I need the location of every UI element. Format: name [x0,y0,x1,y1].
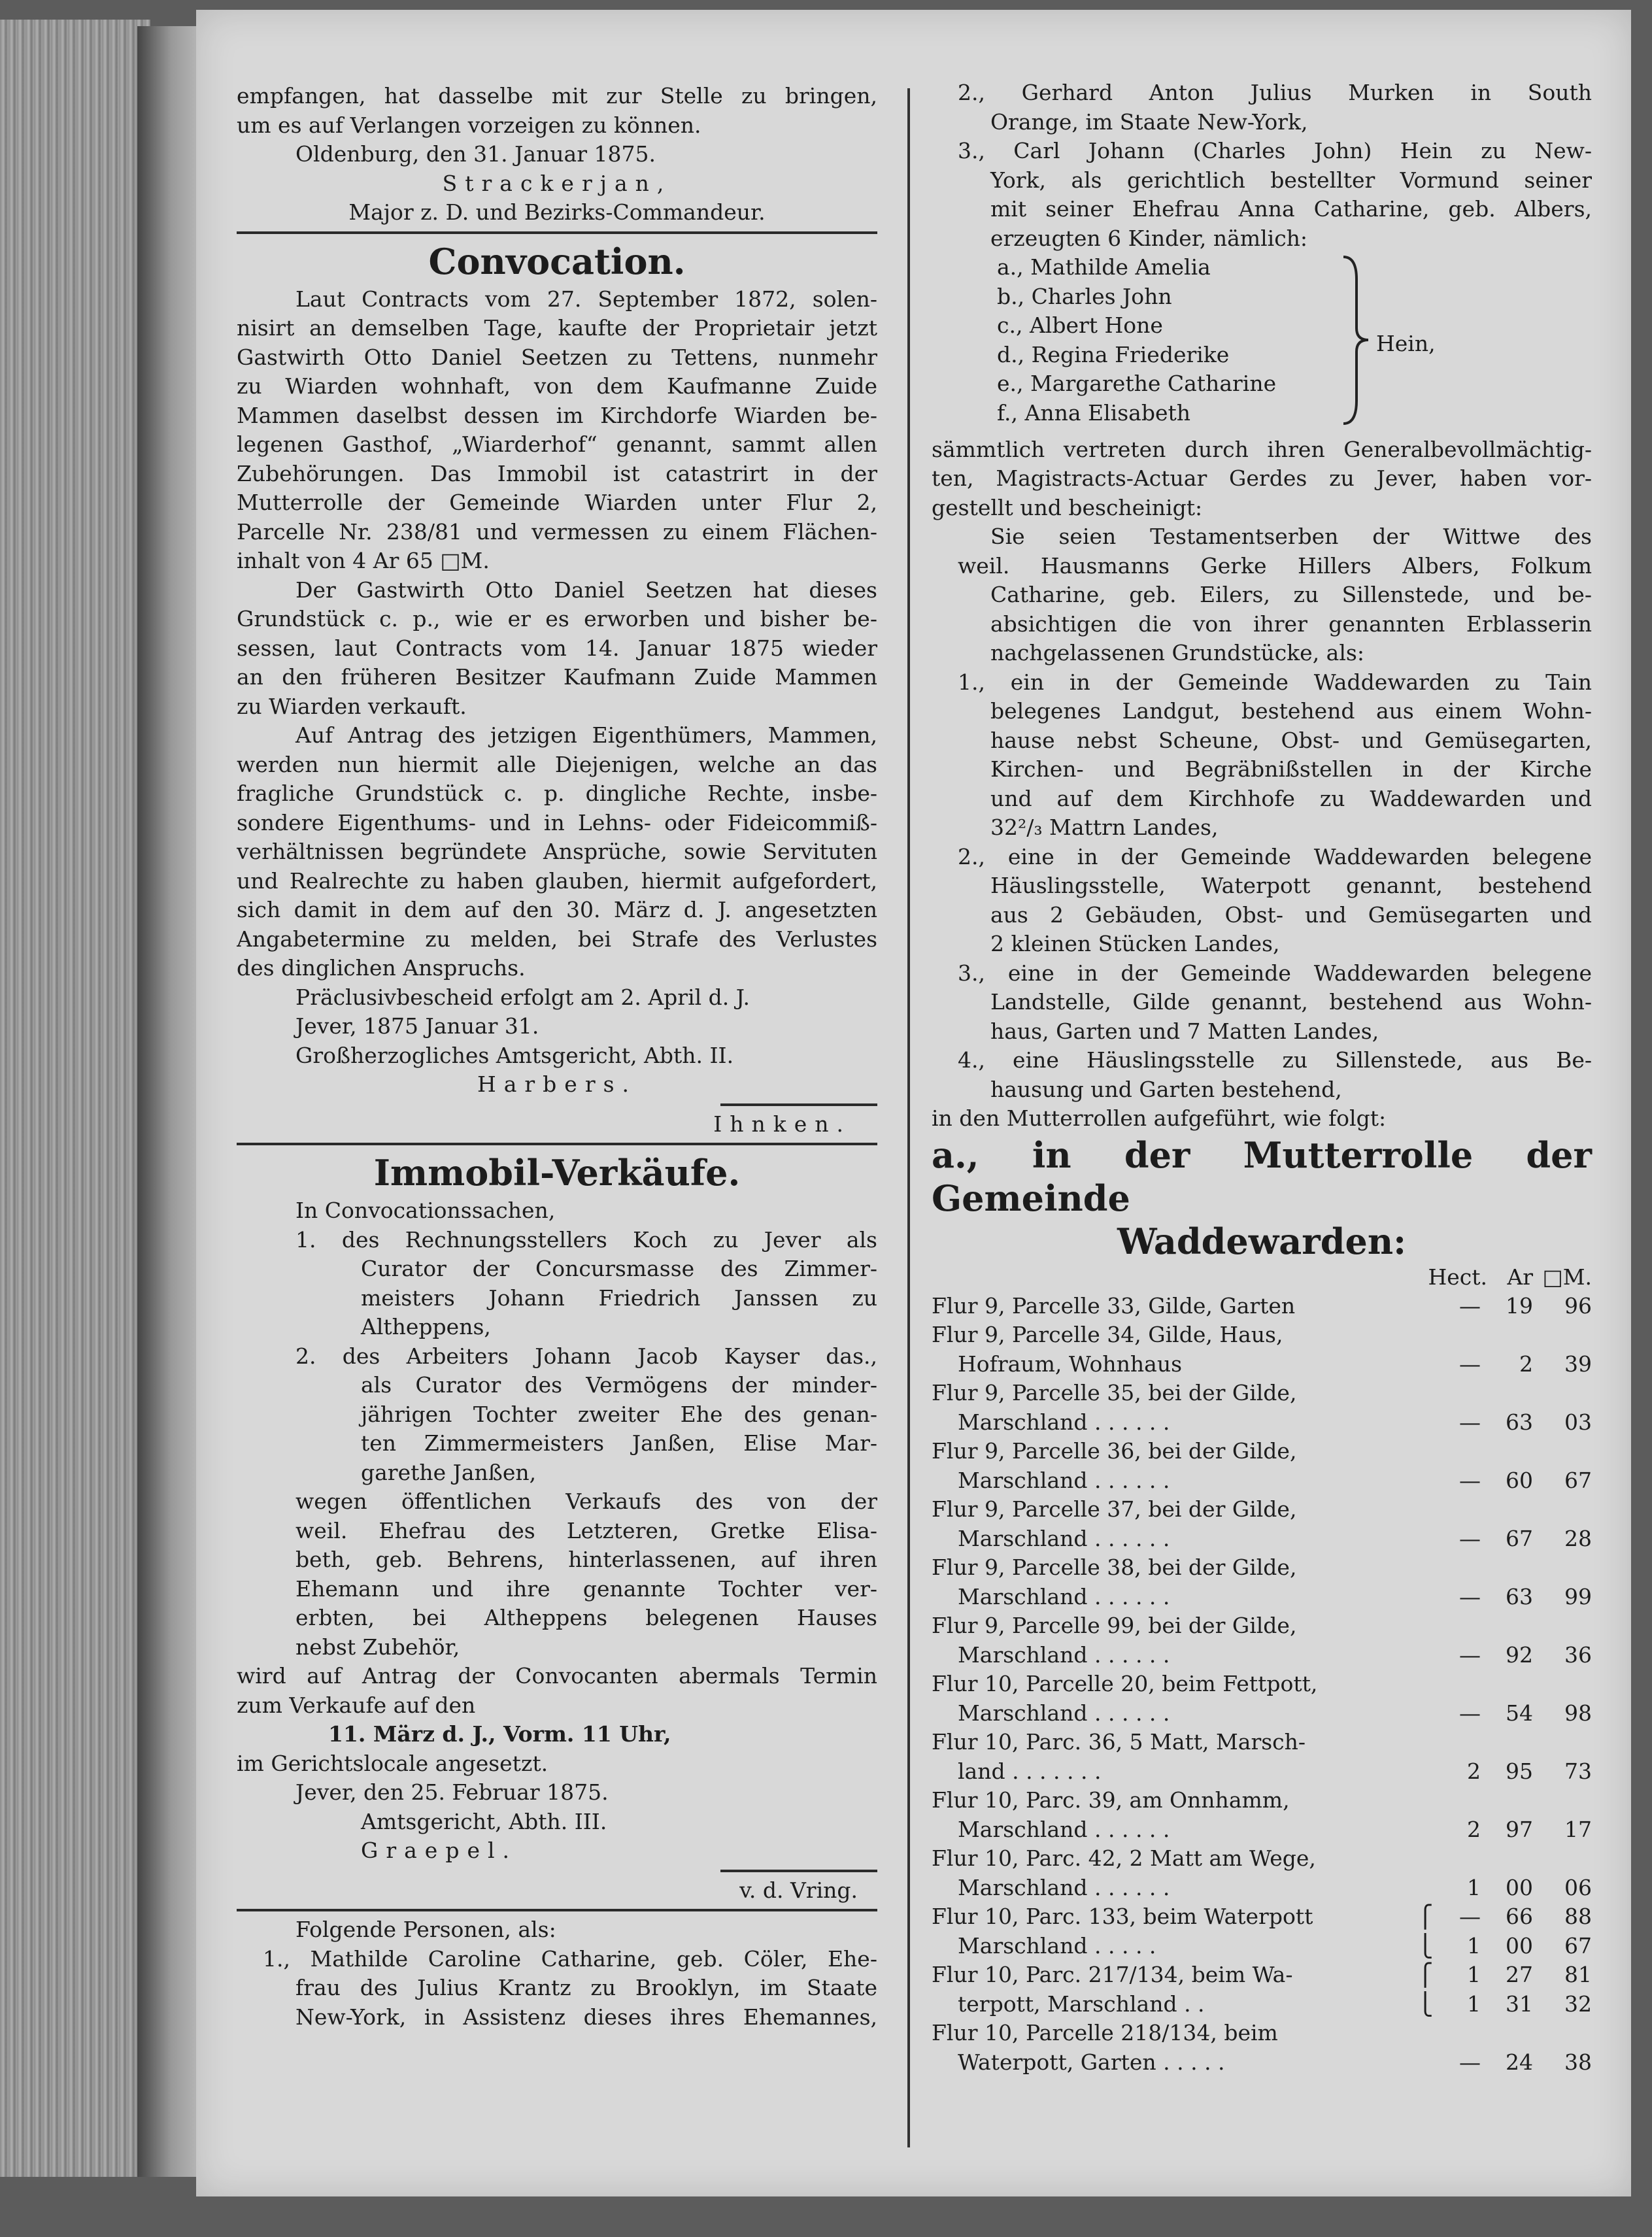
text-line: haus, Garten und 7 Matten Landes, [990,1018,1379,1044]
court-name: Großherzogliches Amtsgericht, Abth. II. [295,1042,734,1068]
ar-value: 92 [1506,1641,1533,1668]
text-line: New-York, in Assistenz dieses ihres Ehemannes, [295,2004,877,2030]
ar-value: 66 [1506,1904,1533,1929]
bracket-symbol: ⎩ [1417,1932,1434,1959]
hectare-value: 2 [1467,1816,1481,1842]
table-row [932,1932,1592,1961]
hectare-value: — [1459,1409,1481,1435]
text-line: Catharine, geb. Eilers, zu Sillenstede, und be- [990,582,1592,607]
text-line: absichtigen die von ihrer genannten Erblasserin [990,611,1592,637]
signature: Graepel. [361,1838,518,1863]
hectare-value: 1 [1467,1962,1481,1987]
parcel-description: Marschland . . . . . . [958,1583,1170,1609]
text-line: hause nebst Scheune, Obst- und Gemüsegarten, [990,727,1592,753]
text-line: beth, geb. Behrens, hinterlassenen, auf ihren [295,1547,877,1572]
parcel-description: Waterpott, Garten . . . . . [958,2049,1225,2075]
hectare-value: — [1459,2049,1481,2075]
parcel-description: Flur 9, Parcelle 35, bei der Gilde, [932,1380,1297,1405]
table-row [932,1320,1592,1350]
column-header: Ar [1507,1264,1533,1290]
text-line: und auf dem Kirchhofe zu Waddewarden und [990,785,1592,811]
signature: v. d. Vring. [739,1877,858,1903]
text-line: belegenes Landgut, bestehend aus einem Wohn- [990,698,1592,724]
top-notice [237,82,877,227]
ar-value: 31 [1506,1991,1533,2017]
section-rule [237,1909,877,1911]
text-line: frau des Julius Krantz zu Brooklyn, im Staate [295,1975,877,2000]
parcel-description: Flur 9, Parcelle 99, bei der Gilde, [932,1613,1297,1638]
text-line: weil. Ehefrau des Letzteren, Gretke Elisa- [295,1517,877,1543]
text-line: weil. Hausmanns Gerke Hillers Albers, Folkum [958,552,1592,579]
text-line: ten, Magistracts-Actuar Gerdes zu Jever, haben vor- [932,465,1592,491]
text-line: Folgende Personen, als: [295,1917,556,1942]
text-line: sämmtlich vertreten durch ihren Generalbevollmächtig- [932,436,1592,462]
table-row [932,1466,1592,1496]
parcel-description: land . . . . . . . [958,1758,1102,1784]
text-line: Häuslingsstelle, Waterpott genannt, bestehend [990,873,1592,898]
text-line: 32²/₃ Mattrn Landes, [990,815,1219,840]
hectare-value: 1 [1467,1932,1481,1959]
text-line: fragliche Grundstück c. p. dingliche Rechte, insbe- [237,781,877,806]
column-header: Hect. [1428,1264,1487,1290]
text-line: 3., Carl Johann (Charles John) Hein zu New- [958,138,1592,163]
parcel-description: Flur 10, Parc. 42, 2 Matt am Wege, [932,1845,1316,1871]
text-line: ten Zimmermeisters Janßen, Elise Mar- [361,1430,877,1456]
list-item: e., Margarethe Catharine [997,371,1277,396]
table-row [932,1757,1592,1787]
section-heading: Waddewarden: [1117,1220,1407,1262]
ar-value: 27 [1506,1962,1533,1987]
auction-date: 11. März d. J., Vorm. 11 Uhr, [328,1721,671,1747]
list-item: d., Regina Friederike [997,341,1230,367]
newspaper-page [196,10,1631,2196]
parcel-description: Flur 10, Parc. 36, 5 Matt, Marsch- [932,1729,1306,1755]
text-line: sich damit in dem auf den 30. März d. J. angesetzten [237,897,877,922]
parcel-description: Flur 9, Parcelle 33, Gilde, Garten [932,1292,1296,1319]
text-line: Grundstück c. p., wie er es erworben und bisher be- [237,606,877,631]
parcel-description: Marschland . . . . . . [958,1641,1170,1668]
parcel-description: Flur 9, Parcelle 34, Gilde, Haus, [932,1322,1283,1347]
text-line: Mutterrolle der Gemeinde Wiarden unter Flur 2, [237,490,877,515]
text-line: Gastwirth Otto Daniel Seetzen zu Tettens, nunmehr [237,344,877,370]
text-line: Angabetermine zu melden, bei Strafe des Verlustes [237,926,877,952]
table-row [932,1960,1592,1990]
hectare-value: — [1459,1904,1481,1929]
hectare-value: — [1459,1641,1481,1668]
text-line: 4., eine Häuslingsstelle zu Sillenstede, aus Be- [958,1047,1592,1073]
text-line: nachgelassenen Grundstücke, als: [990,640,1364,665]
square-rod-value: 28 [1564,1525,1592,1551]
left-column [237,82,877,2032]
section-title: Convocation. [428,240,686,282]
square-rod-value: 32 [1564,1991,1592,2017]
parcel-description: terpott, Marschland . . [958,1991,1205,2017]
convocation-notice [237,238,877,1139]
square-rod-value: 73 [1564,1758,1592,1784]
table-row [932,1815,1592,1845]
parcel-description: Flur 10, Parcelle 20, beim Fettpott, [932,1671,1318,1696]
text-line: Mammen daselbst dessen im Kirchdorfe Wiarden be- [237,402,877,428]
section-rule [237,1143,877,1145]
text-line: jährigen Tochter zweiter Ehe des genan- [361,1401,877,1427]
table-row [932,1902,1592,1932]
text-line: in den Mutterrollen aufgeführt, wie folgt: [932,1105,1387,1131]
text-line: 1., Mathilde Caroline Catharine, geb. Cöler, Ehe- [263,1945,877,1972]
parcel-description: Flur 9, Parcelle 38, bei der Gilde, [932,1555,1297,1580]
court-name: Amtsgericht, Abth. III. [361,1808,607,1834]
table-row [932,1786,1592,1815]
hectare-value: — [1459,1351,1481,1377]
square-rod-value: 06 [1564,1874,1592,1900]
square-rod-value: 67 [1564,1932,1592,1959]
signature: Strackerjan, [442,170,672,196]
text-line: hausung und Garten bestehend, [990,1076,1342,1102]
text-line: meisters Johann Friedrich Janssen zu [361,1285,877,1311]
parcel-description: Marschland . . . . . . [958,1874,1170,1900]
children-surname: Hein, [1376,331,1436,356]
square-rod-value: 39 [1564,1351,1592,1377]
square-rod-value: 88 [1564,1904,1592,1929]
table-row [932,1408,1592,1438]
text-line: 2. des Arbeiters Johann Jacob Kayser das., [295,1343,877,1369]
parcel-description: Hofraum, Wohnhaus [958,1351,1183,1377]
table-header [932,1263,1592,1292]
table-row [932,2019,1592,2048]
parcel-description: Flur 10, Parcelle 218/134, beim [932,2020,1278,2045]
signature-rule [720,1870,877,1872]
children-list [932,253,1592,435]
ar-value: 95 [1506,1758,1533,1784]
text-line: des dinglichen Anspruchs. [237,955,526,981]
text-line: 1., ein in der Gemeinde Waddewarden zu Tain [958,669,1592,695]
notice-date: Jever, den 25. Februar 1875. [295,1779,609,1805]
square-rod-value: 96 [1564,1292,1592,1319]
parcel-description: Flur 10, Parc. 133, beim Waterpott [932,1904,1313,1929]
text-line: Präclusivbescheid erfolgt am 2. April d. J. [295,984,750,1010]
text-line: Orange, im Staate New-York, [990,109,1308,135]
text-line: zum Verkaufe auf den [237,1692,476,1718]
list-item: c., Albert Hone [997,312,1163,338]
ar-value: 67 [1506,1525,1533,1551]
text-line: sessen, laut Contracts vom 14. Januar 1875 wieder [237,635,877,661]
text-line: Parcelle Nr. 238/81 und vermessen zu einem Flächen- [237,518,877,545]
text-line: gestellt und bescheinigt: [932,494,1203,520]
square-rod-value: 98 [1564,1700,1592,1726]
ar-value: 24 [1506,2049,1533,2075]
hectare-value: 1 [1467,1991,1481,2017]
hectare-value: — [1459,1583,1481,1609]
table-row [932,1553,1592,1583]
parcel-description: Marschland . . . . . . [958,1700,1170,1726]
text-line: 2., Gerhard Anton Julius Murken in South [958,80,1592,105]
text-line: als Curator des Vermögens der minder- [361,1372,877,1398]
text-line: Sie seien Testamentserben der Wittwe des [990,524,1592,549]
parcel-description: Marschland . . . . . [958,1932,1156,1959]
text-line: garethe Janßen, [361,1459,537,1485]
parcel-description: Marschland . . . . . . [958,1409,1170,1435]
square-rod-value: 38 [1564,2049,1592,2075]
text-line: Auf Antrag des jetzigen Eigenthümers, Mammen, [295,722,877,748]
text-line: verhältnissen begründete Ansprüche, sowie Servituten [237,839,877,864]
square-rod-value: 03 [1564,1409,1592,1435]
ar-value: 00 [1506,1932,1533,1959]
right-column [932,78,1592,2077]
text-line: Laut Contracts vom 27. September 1872, solen- [295,286,877,312]
parcel-description: Marschland . . . . . . [958,1467,1170,1493]
notice-date: Jever, 1875 Januar 31. [295,1013,539,1039]
text-line: In Convocationssachen, [295,1198,556,1223]
text-line: zu Wiarden verkauft. [237,693,467,719]
table-row [932,1292,1592,1321]
table-row [932,1670,1592,1699]
ar-value: 63 [1506,1409,1533,1435]
section-rule [237,231,877,234]
text-line: 2 kleinen Stücken Landes, [990,931,1280,956]
square-rod-value: 99 [1564,1583,1592,1609]
parcel-description: Flur 9, Parcelle 37, bei der Gilde, [932,1496,1297,1522]
text-line: Curator der Concursmasse des Zimmer- [361,1256,877,1281]
text-line: Ehemann und ihre genannte Tochter ver- [295,1575,877,1602]
text-line: Altheppens, [361,1314,491,1339]
bracket-symbol: ⎩ [1417,1991,1434,2017]
ar-value: 2 [1519,1351,1533,1377]
section-heading: a., in der Mutterrolle der Gemeinde [932,1134,1592,1219]
signature-rule [720,1103,877,1106]
table-row [932,1611,1592,1641]
text-line: und Realrechte zu haben glauben, hiermit aufgefordert, [237,867,877,894]
list-item: b., Charles John [997,283,1172,309]
parcel-table [932,1292,1592,2077]
bracket-symbol: ⎧ [1417,1962,1434,1987]
text-line: 2., eine in der Gemeinde Waddewarden belegene [958,843,1592,869]
hectare-value: — [1459,1467,1481,1493]
text-line: nebst Zubehör, [295,1634,460,1660]
table-row [932,1844,1592,1874]
table-row [932,1641,1592,1670]
text-line: wird auf Antrag der Convocanten abermals Termin [237,1663,877,1689]
text-line: Landstelle, Gilde genannt, bestehend aus Wohn- [990,989,1592,1015]
square-rod-value: 36 [1564,1641,1592,1668]
column-divider [907,88,910,2147]
text-line: nisirt an demselben Tage, kaufte der Proprietair jetzt [237,315,877,341]
hectare-value: — [1459,1292,1481,1319]
square-rod-value: 81 [1564,1962,1592,1987]
signature-title: Major z. D. und Bezirks-Commandeur. [348,199,766,225]
parcel-description: Flur 10, Parc. 217/134, beim Wa- [932,1962,1293,1987]
parcel-description: Flur 9, Parcelle 36, bei der Gilde, [932,1438,1297,1464]
table-row [932,1495,1592,1524]
hectare-value: — [1459,1525,1481,1551]
text-line: York, als gerichtlich bestellter Vormund seiner [990,167,1592,193]
hectare-value: 2 [1467,1758,1481,1784]
square-rod-value: 67 [1564,1467,1592,1493]
text-line: legenen Gasthof, „Wiarderhof“ genannt, sammt allen [237,431,877,457]
signature: Ihnken. [713,1111,851,1137]
table-row [932,1524,1592,1554]
table-row [932,1990,1592,2019]
text-line: Zubehörungen. Das Immobil ist catastrirt in der [237,460,877,486]
curly-brace [1337,253,1376,435]
table-row [932,1699,1592,1728]
text-line: mit seiner Ehefrau Anna Catharine, geb. Albers, [990,196,1592,222]
section-title: Immobil-Verkäufe. [373,1152,741,1194]
text-line: Der Gastwirth Otto Daniel Seetzen hat dieses [295,577,877,603]
table-row [932,1583,1592,1612]
parcel-description: Marschland . . . . . . [958,1816,1170,1842]
table-row [932,2048,1592,2077]
text-line: 3., eine in der Gemeinde Waddewarden belegene [958,960,1592,986]
hectare-value: — [1459,1700,1481,1726]
ar-value: 00 [1506,1874,1533,1900]
text-line: im Gerichtslocale angesetzt. [237,1750,548,1776]
immobil-notice [237,1149,877,1905]
text-line: Oldenburg, den 31. Januar 1875. [295,141,656,167]
folgende-notice [237,1915,877,2032]
ar-value: 63 [1506,1583,1533,1609]
text-line: wegen öffentlichen Verkaufs des von der [295,1489,877,1514]
book-page-edges [0,20,150,2177]
text-line: zu Wiarden wohnhaft, von dem Kaufmanne Zuide [237,373,877,399]
table-row [932,1350,1592,1379]
signature: Harbers. [477,1071,637,1097]
text-line: erbten, bei Altheppens belegenen Hauses [295,1605,877,1630]
text-line: Kirchen- und Begräbnißstellen in der Kirche [990,756,1592,782]
table-row [932,1728,1592,1757]
table-row [932,1874,1592,1903]
table-row [932,1379,1592,1408]
text-line: an den früheren Besitzer Kaufmann Zuide Mammen [237,664,877,690]
text-line: 1. des Rechnungsstellers Koch zu Jever als [295,1226,877,1253]
list-item: a., Mathilde Amelia [997,254,1211,280]
hectare-value: 1 [1467,1874,1481,1900]
ar-value: 54 [1506,1700,1533,1726]
ar-value: 60 [1506,1467,1533,1493]
ar-value: 97 [1506,1816,1533,1842]
list-item: f., Anna Elisabeth [997,399,1190,426]
parcel-description: Flur 10, Parc. 39, am Onnhamm, [932,1787,1290,1813]
text-line: aus 2 Gebäuden, Obst- und Gemüsegarten und [990,901,1592,928]
bracket-symbol: ⎧ [1417,1904,1434,1929]
text-line: um es auf Verlangen vorzeigen zu können. [237,112,701,138]
table-row [932,1437,1592,1466]
parcel-description: Marschland . . . . . . [958,1525,1170,1551]
text-line: sondere Eigenthums- und in Lehns- oder Fideicommiß- [237,809,877,835]
text-line: empfangen, hat dasselbe mit zur Stelle zu bringen, [237,83,877,109]
ar-value: 19 [1506,1292,1533,1319]
text-line: inhalt von 4 Ar 65 □M. [237,548,490,573]
text-line: erzeugten 6 Kinder, nämlich: [990,225,1308,251]
square-rod-value: 17 [1564,1816,1592,1842]
text-line: werden nun hiermit alle Diejenigen, welche an das [237,751,877,777]
column-header: □M. [1542,1264,1592,1290]
